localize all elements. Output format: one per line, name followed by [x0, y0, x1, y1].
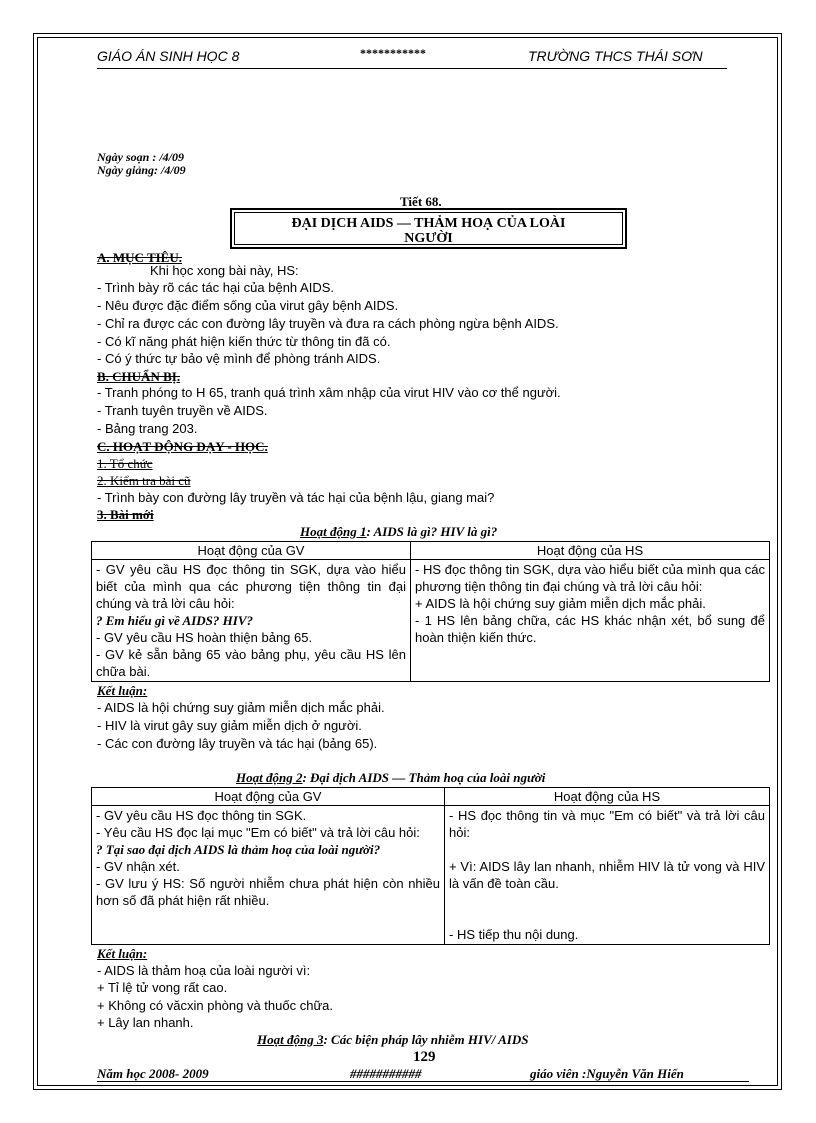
activity1-conclusion-label: Kết luận:	[97, 683, 148, 698]
gv-step: - GV yêu cầu HS hoàn thiện bảng 65.	[96, 630, 313, 645]
section-c-sub1: 1. Tổ chức	[97, 456, 153, 471]
activity1-title	[300, 524, 497, 540]
date-prepared: Ngày soạn : /4/09	[97, 150, 184, 164]
activity2-table	[91, 787, 770, 945]
objective-item: - Chỉ ra được các con đường lây truyền và đưa ra cách phòng ngừa bệnh AIDS.	[97, 316, 559, 331]
activity1-heading: : AIDS là gì? HIV là gì?	[366, 524, 498, 539]
objective-item: - Có ý thức tự bảo vệ mình để phòng tránh AIDS.	[97, 351, 381, 366]
activity3-heading: : Các biện pháp lây nhiễm HIV/ AIDS	[323, 1032, 529, 1047]
gv-step: - GV yêu cầu HS đọc thông tin SGK, dựa vào hiểu biết của mình qua các phương tiện thông tin đại chúng và trả lời câu hỏi:	[96, 562, 406, 611]
conclusion-item: - HIV là virut gây suy giảm miễn dịch ở người.	[97, 718, 362, 733]
conclusion-item: - Các con đường lây truyền và tác hại (bảng 65).	[97, 736, 378, 751]
section-b-heading: B. CHUẨN BỊ.	[97, 369, 181, 384]
preparation-item: - Tranh tuyên truyền về AIDS.	[97, 403, 268, 418]
gv-step: - GV yêu cầu HS đọc thông tin SGK.	[96, 808, 307, 823]
footer-rule	[97, 1081, 749, 1082]
objective-item: - Trình bày rõ các tác hại của bệnh AIDS.	[97, 280, 335, 295]
section-a-intro: Khi học xong bài này, HS:	[150, 263, 299, 278]
lesson-title-line1: ĐẠI DỊCH AIDS — THẢM HOẠ CỦA LOÀI	[291, 216, 566, 231]
gv-question: ? Em hiểu gì về AIDS? HIV?	[96, 613, 253, 628]
activity3-label: Hoạt động 3	[257, 1032, 324, 1047]
header-rule	[97, 68, 727, 69]
section-c-sub2: 2. Kiểm tra bài cũ	[97, 473, 191, 488]
gv-question: ? Tại sao đại dịch AIDS là thảm hoạ của loài người?	[96, 842, 381, 857]
activity2-heading: : Đại dịch AIDS — Thảm hoạ của loài người	[302, 770, 546, 785]
hs-step: - 1 HS lên bảng chữa, các HS khác nhận xét, bổ sung để hoàn thiện kiến thức.	[415, 613, 765, 645]
header-school: TRƯỜNG THCS THÁI SƠN	[528, 48, 703, 64]
activity2-label: Hoạt động 2	[236, 770, 303, 785]
activity1-label: Hoạt động 1	[300, 524, 367, 539]
section-a-heading: A. MỤC TIÊU.	[97, 250, 182, 265]
activity2-col-gv: Hoạt động của GV	[92, 788, 445, 806]
footer-year: Năm học 2008- 2009	[97, 1066, 209, 1081]
activity2-hs-cell	[445, 806, 770, 945]
activity1-hs-cell	[411, 560, 770, 682]
hs-step: + Vì: AIDS lây lan nhanh, nhiễm HIV là tử vong và HIV là vấn đề toàn cầu.	[449, 859, 765, 891]
gv-step: - GV nhận xét.	[96, 859, 180, 874]
header-subject: GIÁO ÁN SINH HỌC 8	[97, 48, 240, 64]
page-number: 129	[413, 1049, 436, 1065]
lesson-title-line2: NGƯỜI	[404, 231, 453, 246]
activity1-table	[91, 541, 770, 682]
objective-item: - Có kĩ năng phát hiện kiến thức từ thông tin đã có.	[97, 334, 391, 349]
activity3-title	[257, 1032, 529, 1048]
lesson-title-box	[230, 208, 627, 249]
footer-hashes: ###########	[350, 1066, 422, 1081]
gv-step: - Yêu cầu HS đọc lại mục "Em có biết" và trả lời câu hỏi:	[96, 825, 420, 840]
activity1-col-hs: Hoạt động của HS	[411, 542, 770, 560]
objective-item: - Nêu được đặc điểm sống của virut gây bệnh AIDS.	[97, 298, 399, 313]
lesson-number: Tiết 68.	[400, 194, 442, 209]
footer-teacher: giáo viên :Nguyễn Văn Hiến	[530, 1066, 684, 1081]
activity2-conclusion-label: Kết luận:	[97, 946, 148, 961]
activity1-gv-cell	[92, 560, 411, 682]
gv-step: - GV kẻ sẵn bảng 65 vào bảng phụ, yêu cầu HS lên chữa bài.	[96, 647, 406, 679]
hs-step: + AIDS là hội chứng suy giảm miễn dịch mắc phải.	[415, 596, 706, 611]
section-c-heading: C. HOẠT ĐỘNG DẠY - HỌC.	[97, 439, 268, 454]
conclusion-item: + Lây lan nhanh.	[97, 1015, 194, 1030]
hs-step: - HS đọc thông tin SGK, dựa vào hiểu biết của mình qua các phương tiện thông tin đại chúng và trả lời câu hỏi:	[415, 562, 765, 594]
header-stars: ***********	[360, 46, 426, 60]
hs-step: - HS đọc thông tin và mục "Em có biết" và trả lời câu hỏi:	[449, 808, 765, 840]
activity2-title	[236, 770, 545, 786]
hs-step: - HS tiếp thu nội dung.	[449, 927, 579, 942]
preparation-item: - Tranh phóng to H 65, tranh quá trình xâm nhập của virut HIV vào cơ thể người.	[97, 385, 561, 400]
activity2-gv-cell	[92, 806, 445, 945]
section-c-sub3: 3. Bài mới	[97, 507, 154, 522]
preparation-item: - Bảng trang 203.	[97, 421, 198, 436]
activity1-col-gv: Hoạt động của GV	[92, 542, 411, 560]
gv-step: - GV lưu ý HS: Số người nhiễm chưa phát hiện còn nhiều hơn số đã phát hiện rất nhiều.	[96, 876, 440, 908]
conclusion-item: + Không có văcxin phòng và thuốc chữa.	[97, 998, 333, 1013]
conclusion-item: + Tỉ lệ tử vong rất cao.	[97, 980, 228, 995]
date-taught: Ngày giảng: /4/09	[97, 163, 186, 177]
conclusion-item: - AIDS là thảm hoạ của loài người vì:	[97, 963, 311, 978]
review-question: - Trình bày con đường lây truyền và tác hại của bệnh lậu, giang mai?	[97, 490, 495, 505]
conclusion-item: - AIDS là hội chứng suy giảm miễn dịch mắc phải.	[97, 700, 385, 715]
activity2-col-hs: Hoạt động của HS	[445, 788, 770, 806]
